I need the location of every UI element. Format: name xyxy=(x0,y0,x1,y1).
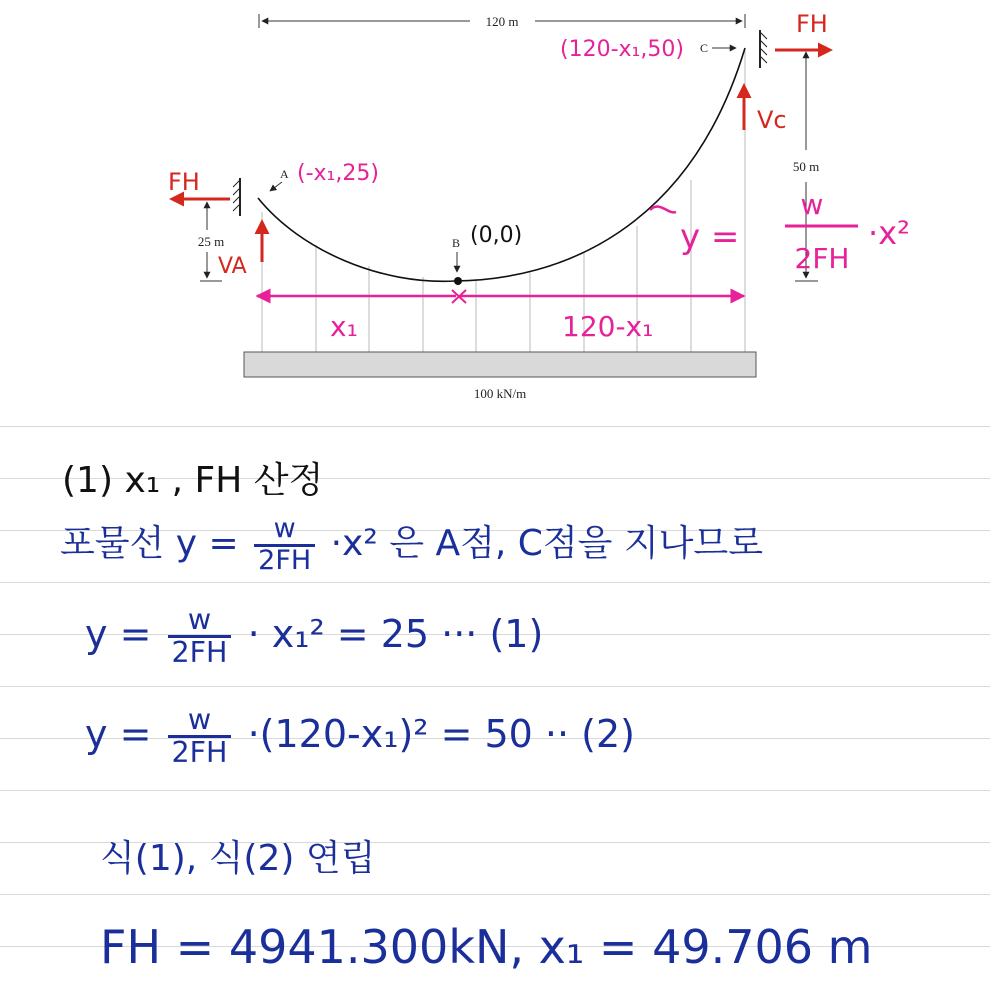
right-support xyxy=(760,30,767,68)
va-label: VA xyxy=(218,254,247,279)
coord-a-label: (-x₁,25) xyxy=(297,161,379,186)
x2-label: 120-x₁ xyxy=(562,310,654,343)
eq2-lhs: y = xyxy=(85,711,152,756)
curve-eq-den: 2FH xyxy=(794,242,850,275)
eq1-lhs: y = xyxy=(85,611,152,656)
parabola-rest: ·x² 은 A점, C점을 지나므로 xyxy=(330,523,763,564)
point-a-label: A xyxy=(280,167,289,181)
parabola-fraction xyxy=(254,515,315,575)
curve-eq-tail: ·x² xyxy=(868,214,910,252)
equation-2 xyxy=(85,705,635,768)
curve-eq-num: w xyxy=(800,188,824,221)
load-label: 100 kN/m xyxy=(473,386,527,401)
x1-label: x₁ xyxy=(330,310,358,343)
fh-right-label: FH xyxy=(796,10,828,38)
parabola-lhs: 포물선 y = xyxy=(60,523,239,564)
coord-c-label: (120-x₁,50) xyxy=(560,37,684,62)
parabola-statement xyxy=(60,515,763,575)
eq2-fraction xyxy=(168,705,232,768)
eq1-fraction xyxy=(168,605,232,668)
point-a-pointer xyxy=(270,182,282,191)
fh-left-label: FH xyxy=(168,168,200,196)
vc-label: Vc xyxy=(757,106,787,134)
point-b-label: B xyxy=(452,236,461,250)
deck xyxy=(244,352,756,377)
eq2-den: 2FH xyxy=(171,735,228,769)
span-label: 120 m xyxy=(485,14,519,29)
point-c-label: C xyxy=(700,41,709,55)
eq1-rest: · x₁² = 25 ··· (1) xyxy=(247,611,544,656)
right-height-label: 50 m xyxy=(792,159,820,174)
left-height-label: 25 m xyxy=(197,234,225,249)
eq1-den: 2FH xyxy=(171,635,228,669)
hangers xyxy=(262,50,745,352)
left-support xyxy=(233,178,240,216)
cable-diagram xyxy=(0,0,990,418)
x1-dimension xyxy=(257,290,744,303)
eq2-rest: ·(120-x₁)² = 50 ·· (2) xyxy=(247,711,635,756)
step-heading: (1) x₁ , FH 산정 xyxy=(62,460,324,501)
span-dimension xyxy=(259,14,745,29)
curve-pointer xyxy=(650,207,676,213)
simultaneous-note: 식(1), 식(2) 연립 xyxy=(100,838,376,879)
curve-eq-lhs: y = xyxy=(680,217,740,257)
parabola-den: 2FH xyxy=(258,544,312,576)
result-line: FH = 4941.300kN, x₁ = 49.706 m xyxy=(100,920,873,974)
eq2-num: w xyxy=(168,705,232,738)
parabola-num: w xyxy=(254,515,315,546)
equation-1 xyxy=(85,605,543,668)
coord-b-label: (0,0) xyxy=(470,223,523,248)
point-b-dot xyxy=(454,277,462,285)
eq1-num: w xyxy=(168,605,232,638)
